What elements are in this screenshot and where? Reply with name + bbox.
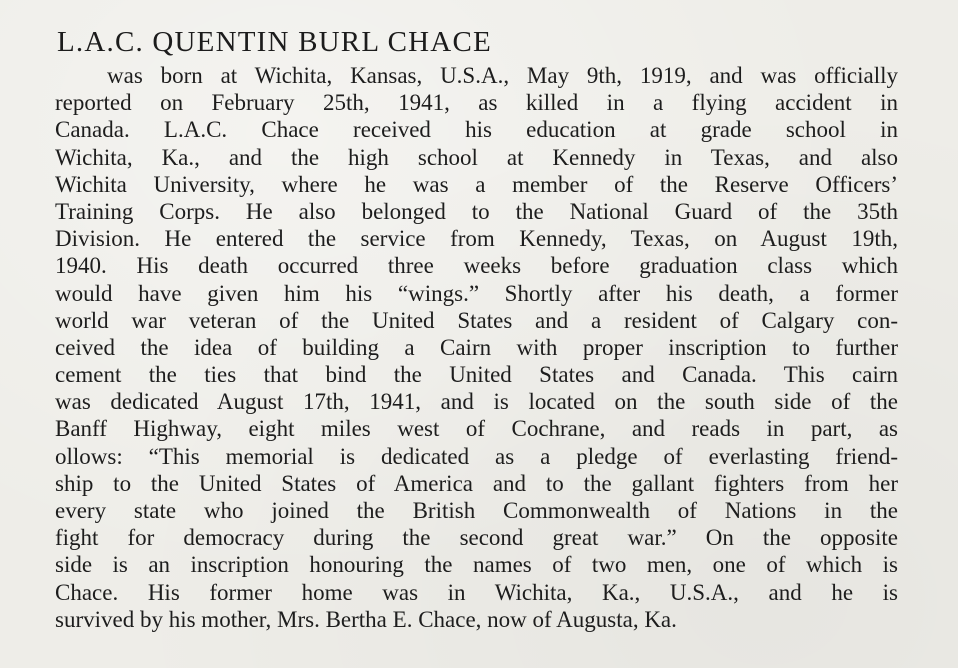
- body-line: survived by his mother, Mrs. Bertha E. Chace, now of Augusta, Ka.: [55, 606, 677, 632]
- body-line: would have given him his “wings.” Shortly after his death, a former: [55, 280, 898, 306]
- body-line: Canada. L.A.C. Chace received his education at grade school in: [55, 117, 898, 143]
- body-line: every state who joined the British Commonwealth of Nations in the: [55, 498, 898, 523]
- body-line: ceived the idea of building a Cairn with proper inscription to further: [55, 334, 898, 360]
- body-line: ship to the United States of America and to the gallant fighters from her: [55, 470, 898, 496]
- body-line: ollows: “This memorial is dedicated as a pledge of everlasting friend-: [55, 443, 898, 469]
- body-line: Wichita, Ka., and the high school at Kennedy in Texas, and also: [55, 144, 898, 170]
- body-line: cement the ties that bind the United States and Canada. This cairn: [55, 362, 898, 388]
- body-line: side is an inscription honouring the names of two men, one of which is: [55, 552, 898, 578]
- body-line: fight for democracy during the second great war.” On the opposite: [55, 525, 898, 551]
- document-heading: L.A.C. QUENTIN BURL CHACE: [57, 26, 492, 58]
- document-body: [55, 62, 898, 633]
- body-line: Division. He entered the service from Kennedy, Texas, on August 19th,: [55, 226, 898, 252]
- body-line: 1940. His death occurred three weeks before graduation class which: [55, 253, 898, 279]
- body-line: was dedicated August 17th, 1941, and is located on the south side of the: [55, 389, 898, 415]
- body-line: Chace. His former home was in Wichita, Ka., U.S.A., and he is: [55, 579, 898, 605]
- body-line: Banff Highway, eight miles west of Cochrane, and reads in part, as: [55, 416, 898, 442]
- body-line: Training Corps. He also belonged to the National Guard of the 35th: [55, 198, 898, 224]
- body-line: world war veteran of the United States and a resident of Calgary con-: [55, 307, 898, 333]
- body-line: Wichita University, where he was a member of the Reserve Officers’: [55, 171, 898, 197]
- body-line: reported on February 25th, 1941, as killed in a flying accident in: [55, 90, 898, 116]
- body-line: was born at Wichita, Kansas, U.S.A., May 9th, 1919, and was officially: [107, 63, 898, 88]
